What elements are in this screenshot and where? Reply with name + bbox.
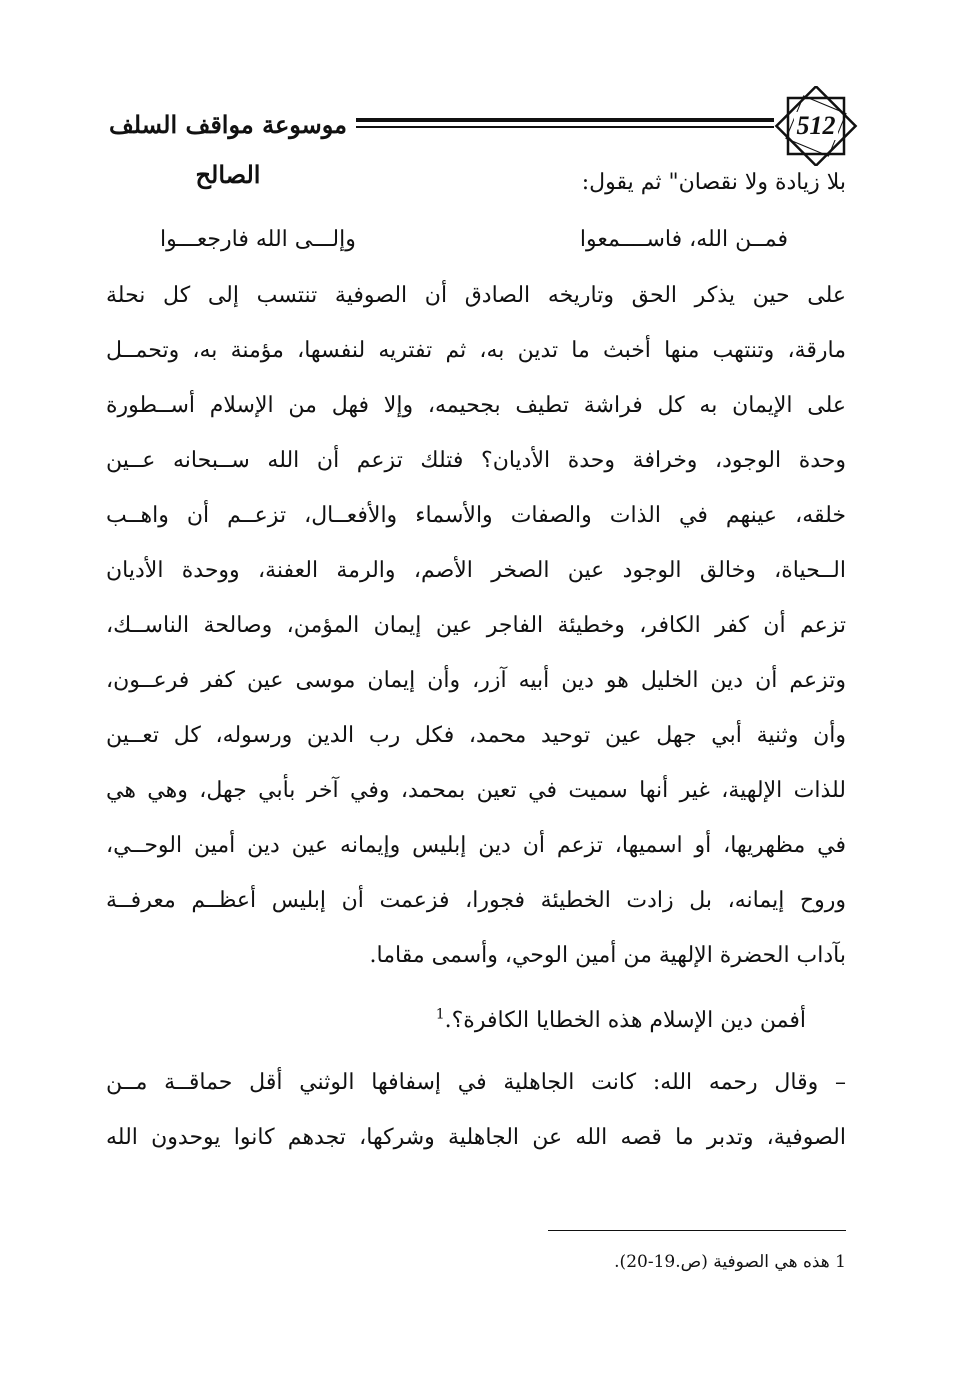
paragraph-line: خلقه، عينهم في الذات والصفات والأسماء والأفعــال، تزعــم أن واهــب [106, 503, 846, 528]
header-rule [356, 118, 774, 132]
question-line: أفمن دين الإسلام هذه الخطايا الكافرة؟. [444, 1008, 806, 1033]
poetry-verse [160, 212, 788, 267]
verse-second-hemistich: وإلـــى الله فارجعـــوا [160, 227, 356, 252]
footnote-text: هذه هي الصوفية (ص.19-20). [614, 1252, 830, 1272]
intro-line: بلا زيادة ولا نقصان" ثم يقول: [581, 170, 846, 195]
paragraph-line: في مظهريها، أو اسميها، تزعم أن دين إبليس وإيمانه عين دين أمين الوحــي، [106, 833, 846, 858]
paragraph-line: الــحياة، وخالق الوجود عين الصخر الأصم، والرمة العفنة، ووحدة الأديان [106, 558, 846, 583]
paragraph-line: بآداب الحضرة الإلهية من أمين الوحي، وأسمى مقاما. [369, 943, 846, 968]
paragraph-line: وأن وثنية أبي جهل عين توحيد محمد، فكل رب الدين ورسوله، كل تعــين [106, 723, 846, 748]
question-line-wrap [106, 993, 846, 1048]
page-number-badge [772, 86, 860, 166]
paragraph-line: – وقال رحمه الله: كانت الجاهلية في إسفافها الوثني أقل حماقــة مــن [106, 1070, 846, 1095]
paragraph-line: وروح إيمانه، بل زادت الخطيئة فجورا، فزعمت أن إبليس أعظــم معرفــة [106, 888, 846, 913]
verse-first-hemistich: فمــن الله، فاســــمعوا [579, 227, 788, 252]
paragraph-line: مارقة، وتنتهب منها أخبث ما تدين به، ثم تفتريه لنفسها، مؤمنة به، وتحمــل [106, 338, 846, 363]
footnote-marker: 1 [435, 1006, 445, 1023]
paragraph-line: وتزعم أن دين الخليل هو دين أبيه آزر، وأن إيمان موسى عين كفر فرعــون، [106, 668, 846, 693]
book-title: موسوعة مواقف السلف الصالح [108, 110, 348, 189]
paragraph-line: للذات الإلهية، غير أنها سميت في تعين بمحمد، وفي آخر بأبي جهل، وهي هي [106, 778, 846, 803]
header-rule-thick [356, 118, 774, 122]
paragraph-1 [106, 268, 846, 983]
question-paragraph [106, 993, 846, 1048]
footnote [614, 1244, 846, 1280]
paragraph-line: الصوفية، وتدبر ما قصه الله عن الجاهلية وشركها، تجدهم كانوا يوحدون الله [106, 1125, 846, 1150]
paragraph-line: وحدة الوجود، وخرافة وحدة الأديان؟ فتلك تزعم أن الله ســبحانه عــين [106, 448, 846, 473]
header-rule-thin [356, 126, 774, 128]
footnote-number: 1 [835, 1252, 846, 1272]
footnote-separator [548, 1230, 846, 1231]
paragraph-line: على حين يذكر الحق وتاريخه الصادق أن الصوفية تنتسب إلى كل نحلة [106, 283, 846, 308]
paragraph-2 [106, 1055, 846, 1165]
page-number: 512 [796, 111, 836, 140]
paragraph-line: على الإيمان به كل فراشة تطيف بجحيمه، وإلا فهل من الإسلام أســطورة [106, 393, 846, 418]
paragraph-line: تزعم أن كفر الكافر، وخطيئة الفاجر عين إيمان المؤمن، وصالحة الناســك، [106, 613, 846, 638]
